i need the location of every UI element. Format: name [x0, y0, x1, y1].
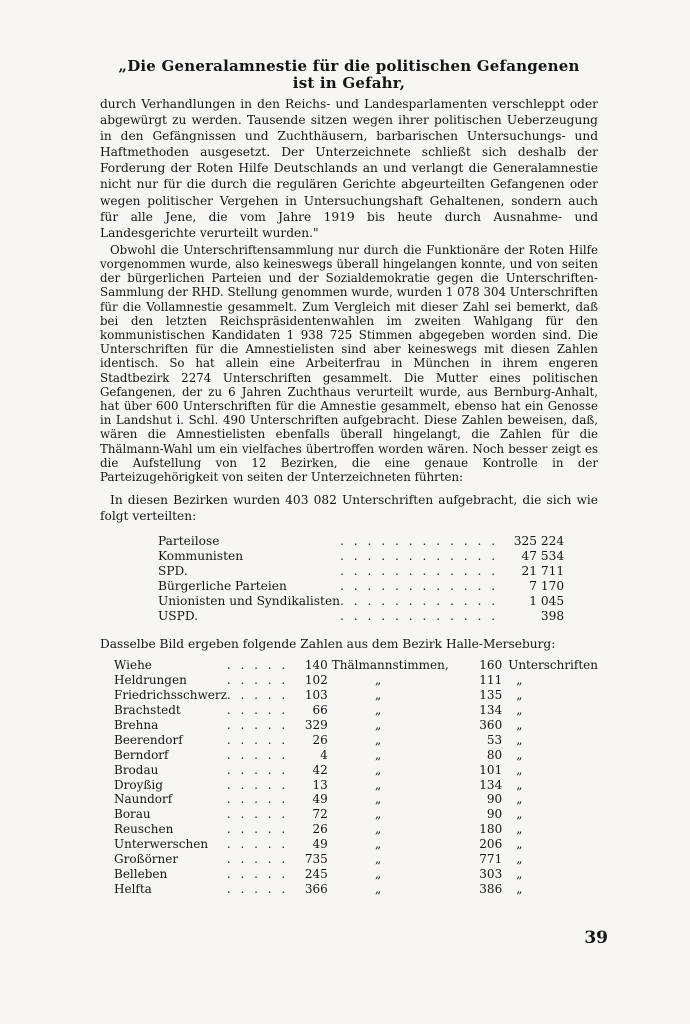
district-row [114, 867, 598, 882]
leader-dots: . . . . . [226, 703, 289, 718]
district-votes: 329 [304, 717, 328, 732]
district-table [114, 658, 598, 897]
article-title [100, 58, 598, 92]
district-votes: 735 [304, 852, 328, 867]
signatures-unit: „ [516, 837, 523, 852]
district-place: Belleben [114, 866, 168, 881]
district-votes: 13 [312, 777, 328, 792]
signatures-unit: „ [516, 673, 523, 688]
leader-dots: . . . . . [226, 852, 289, 867]
district-signatures: 303 [479, 866, 503, 881]
district-place: Heldrungen [114, 673, 187, 688]
signatures-unit: „ [516, 717, 523, 732]
votes-unit: „ [374, 852, 382, 867]
district-row [114, 718, 598, 733]
district-row [114, 688, 598, 703]
district-row [114, 748, 598, 763]
summary-label: Unionisten und Syndikalisten [158, 594, 341, 609]
district-votes: 26 [312, 732, 328, 747]
votes-unit: „ [374, 881, 382, 896]
summary-value: 7 170 [529, 579, 565, 594]
district-place: Brachstedt [114, 703, 181, 718]
summary-value: 325 224 [513, 534, 565, 549]
summary-row [158, 564, 564, 579]
signatures-unit: „ [516, 688, 523, 703]
district-signatures: 206 [479, 837, 503, 852]
district-signatures: 771 [479, 852, 503, 867]
district-votes: 49 [312, 837, 328, 852]
district-signatures: 90 [486, 792, 503, 807]
votes-unit: „ [374, 792, 382, 807]
leader-dots: . . . . . [226, 866, 289, 881]
district-intro: Dasselbe Bild ergeben folgende Zahlen aus dem Bezirk Halle-Merseburg: [100, 637, 556, 652]
leader-dots: . . . . . [226, 881, 289, 896]
leader-dots: . . . . . [226, 807, 289, 822]
signatures-unit: „ [516, 881, 523, 896]
main-paragraph: Obwohl die Unterschriftensammlung nur durch die Funktionäre der Roten Hilfe vorgenommen wurde, also keineswegs überall hingelangen konnte, und von seiten der bürgerlichen Parteien und der Sozialdemokratie gegen die Unterschriften-Sammlung der RHD. Stellung genommen wurde, wurden 1 078 304 Unterschriften für die Vollamnestie gesammelt. Zum Vergleich mit dieser Zahl sei bemerkt, daß bei den letzten Reichspräsidentenwahlen im zweiten Wahlgang für den kommunistischen Kandidaten 1 938 725 Stimmen abgegeben worden sind. Die Unterschriften für die Amnestielisten sind aber keineswegs mit diesen Zahlen identisch. So hat allein eine Arbeiterfrau in München in ihrem engeren Stadtbezirk 2274 Unterschriften gesammelt. Die Mutter eines politischen Gefangenen, der zu 6 Jahren Zuchthaus verurteilt wurde, aus Bernburg-Anhalt, hat über 600 Unterschriften für die Amnestie gesammelt, ebenso hat ein Genosse in Landshut i. Schl. 490 Unterschriften aufgebracht. Diese Zahlen beweisen, daß, wären die Amnestielisten ebenfalls überall hingelangt, die Zahlen für die Thälmann-Wahl um ein vielfaches übertroffen worden wären. Noch besser zeigt es die Aufstellung von 12 Bezirken, die eine genaue Kontrolle in der Parteizugehörigkeit von seiten der Unterzeichneten führten: [100, 242, 598, 485]
leader-dots: . . . . . [226, 762, 289, 777]
signatures-unit: „ [516, 777, 523, 792]
leader-dots: . . . . . [226, 717, 289, 732]
summary-row [158, 534, 564, 549]
district-row [114, 807, 598, 822]
district-votes: 72 [312, 807, 328, 822]
leader-dots: . . . . . . . . . . . . [340, 609, 499, 624]
district-place: Großörner [114, 852, 179, 867]
leader-dots: . . . . . [226, 732, 289, 747]
votes-unit: Thälmannstimmen, [331, 658, 449, 673]
summary-value: 21 711 [521, 564, 565, 579]
district-row [114, 673, 598, 688]
district-signatures: 160 [479, 658, 503, 673]
district-signatures: 360 [479, 717, 503, 732]
summary-row [158, 594, 564, 609]
district-votes: 26 [312, 822, 328, 837]
leader-dots: . . . . . . . . . . . . [340, 579, 499, 594]
leader-dots: . . . . . . . . . . . . [340, 534, 499, 549]
district-row [114, 733, 598, 748]
signatures-unit: „ [516, 792, 523, 807]
votes-unit: „ [374, 703, 382, 718]
district-signatures: 111 [479, 673, 503, 688]
title-line-1: „Die Generalamnestie für die politischen Gefangenen [118, 57, 580, 75]
signatures-unit: „ [516, 747, 523, 762]
district-place: Friedrichsschwerz [114, 688, 227, 703]
votes-unit: „ [374, 732, 382, 747]
summary-row [158, 549, 564, 564]
signatures-unit: „ [516, 703, 523, 718]
votes-unit: „ [374, 747, 382, 762]
summary-label: Kommunisten [158, 549, 244, 564]
district-signatures: 134 [479, 703, 503, 718]
signatures-unit: „ [516, 762, 523, 777]
district-place: Beerendorf [114, 732, 183, 747]
district-signatures: 53 [486, 732, 503, 747]
summary-row [158, 579, 564, 594]
leader-dots: . . . . . [226, 747, 289, 762]
leader-dots: . . . . . [226, 688, 289, 703]
votes-unit: „ [374, 688, 382, 703]
district-votes: 42 [312, 762, 328, 777]
district-row [114, 882, 598, 897]
signatures-unit: „ [516, 732, 523, 747]
signatures-unit: Unterschriften [508, 658, 598, 673]
district-signatures: 101 [479, 762, 503, 777]
summary-label: USPD. [158, 609, 199, 624]
signatures-unit: „ [516, 866, 523, 881]
district-signatures: 80 [486, 747, 503, 762]
district-place: Droyßig [114, 777, 163, 792]
district-row [114, 778, 598, 793]
district-place: Wiehe [114, 658, 152, 673]
district-signatures: 135 [479, 688, 503, 703]
summary-intro: In diesen Bezirken wurden 403 082 Unterschriften aufgebracht, die sich wie folgt verteilten: [100, 493, 598, 524]
district-votes: 4 [320, 747, 328, 762]
votes-unit: „ [374, 717, 382, 732]
district-row [114, 852, 598, 867]
signatures-unit: „ [516, 807, 523, 822]
district-row [114, 822, 598, 837]
district-row [114, 792, 598, 807]
leader-dots: . . . . . [226, 658, 289, 673]
district-row [114, 837, 598, 852]
district-place: Helfta [114, 881, 152, 896]
leader-dots: . . . . . [226, 673, 289, 688]
votes-unit: „ [374, 807, 382, 822]
summary-label: SPD. [158, 564, 188, 579]
summary-label: Parteilose [158, 534, 220, 549]
votes-unit: „ [374, 837, 382, 852]
quote-paragraph: durch Verhandlungen in den Reichs- und Landesparlamenten verschleppt oder abgewürgt zu werden. Tausende sitzen wegen ihrer politischen Ueberzeugung in den Gefängnissen und Zuchthäusern, barbarischen Untersuchungs- und Haftmethoden ausgesetzt. Der Unterzeichnete schließt sich deshalb der Forderung der Roten Hilfe Deutschlands an und verlangt die Generalamnestie nicht nur für die durch die regulären Gerichte abgeurteilten Gefangenen oder wegen politischer Vergehen in Untersuchungshaft Gehaltenen, sondern auch für alle Jene, die vom Jahre 1919 bis heute durch Ausnahme- und Landesgerichte verurteilt wurden." [100, 97, 598, 240]
district-place: Brehna [114, 717, 159, 732]
title-line-2: ist in Gefahr, [292, 74, 406, 92]
votes-unit: „ [374, 866, 382, 881]
summary-label: Bürgerliche Parteien [158, 579, 287, 594]
summary-table [158, 534, 564, 624]
district-place: Reuschen [114, 822, 174, 837]
page-number: 39 [584, 928, 608, 948]
signatures-unit: „ [516, 822, 523, 837]
district-place: Naundorf [114, 792, 173, 807]
leader-dots: . . . . . [226, 792, 289, 807]
district-place: Borau [114, 807, 151, 822]
district-place: Unterwerschen [114, 837, 209, 852]
summary-value: 398 [540, 609, 565, 624]
summary-row [158, 609, 564, 624]
district-signatures: 134 [479, 777, 503, 792]
leader-dots: . . . . . [226, 777, 289, 792]
district-signatures: 386 [479, 881, 503, 896]
district-votes: 366 [304, 881, 328, 896]
votes-unit: „ [374, 673, 382, 688]
district-votes: 66 [312, 703, 328, 718]
signatures-unit: „ [516, 852, 523, 867]
district-row [114, 658, 598, 673]
district-row [114, 703, 598, 718]
votes-unit: „ [374, 762, 382, 777]
district-votes: 140 [304, 658, 328, 673]
district-signatures: 90 [486, 807, 503, 822]
district-signatures: 180 [479, 822, 503, 837]
summary-value: 1 045 [529, 594, 565, 609]
leader-dots: . . . . . . . . . . . . [340, 564, 499, 579]
district-votes: 103 [304, 688, 328, 703]
summary-value: 47 534 [521, 549, 565, 564]
votes-unit: „ [374, 777, 382, 792]
district-votes: 245 [304, 866, 328, 881]
district-votes: 49 [312, 792, 328, 807]
district-place: Brodau [114, 762, 159, 777]
leader-dots: . . . . . . . . . . . . [340, 594, 499, 609]
votes-unit: „ [374, 822, 382, 837]
district-row [114, 763, 598, 778]
leader-dots: . . . . . [226, 837, 289, 852]
leader-dots: . . . . . . . . . . . . [340, 549, 499, 564]
leader-dots: . . . . . [226, 822, 289, 837]
district-place: Berndorf [114, 747, 169, 762]
district-votes: 102 [304, 673, 328, 688]
